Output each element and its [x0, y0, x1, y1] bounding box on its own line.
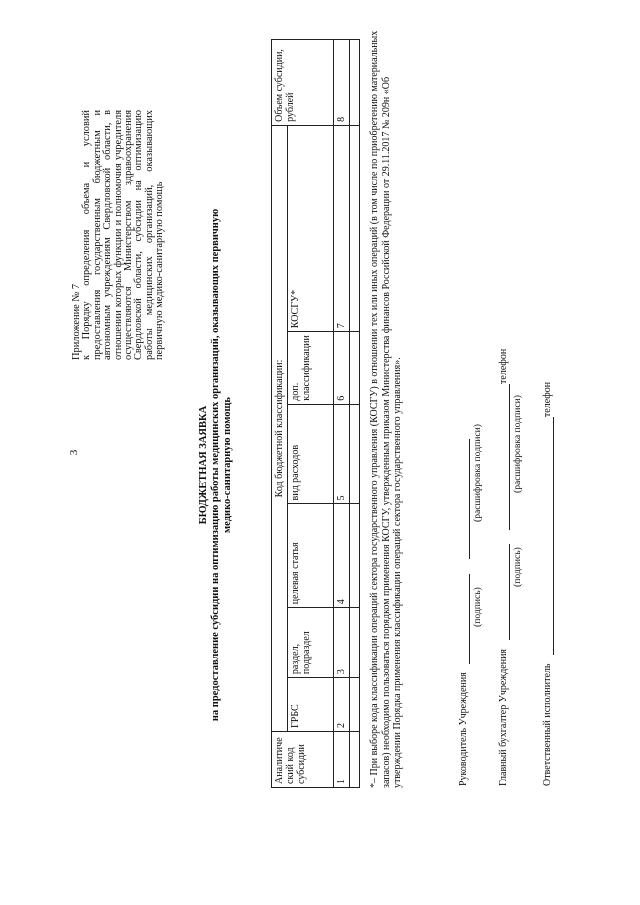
executor-signature-row	[542, 382, 554, 786]
appendix-title: Приложение № 7	[71, 283, 82, 360]
table-cell	[350, 504, 360, 608]
table-cell	[350, 40, 360, 126]
table-cell	[350, 125, 360, 331]
table-cell	[350, 608, 360, 678]
column-number: 8	[334, 40, 350, 126]
page-number: 3	[68, 449, 80, 456]
chief-accountant-signature-line	[509, 544, 510, 640]
column-number: 5	[334, 404, 350, 504]
table-cell	[350, 332, 360, 405]
column-number: 3	[334, 608, 350, 678]
title-line-3: медико-санитарную помощь	[222, 397, 233, 533]
header-target-article: целевая статья	[288, 504, 334, 608]
column-number: 4	[334, 504, 350, 608]
column-number: 7	[334, 125, 350, 331]
head-signature-row	[458, 439, 470, 786]
header-expense-type: вид расходов	[288, 404, 334, 504]
chief-accountant-label: Главный бухгалтер Учреждения	[498, 648, 509, 786]
column-number: 6	[334, 332, 350, 405]
head-label: Руководитель Учреждения	[458, 672, 469, 786]
header-kosgu: КОСГУ*	[288, 125, 334, 331]
header-subsidy-volume: Объем субсидии, рублей	[272, 40, 334, 126]
footnote: *– При выборе кода классификации операций сектора государственного управления (КОСГУ) в отношении тех или иных операций (в том числе по приобретению материальных запасов) необходимо пользоваться порядком применения КОСГУ, утвержденным приказом Министерства финансов Российской Федерации от 29.11.2017 № 209н «Об утверждении Порядка применения классификации операций сектора государственного управления».	[369, 30, 404, 788]
header-analytic-code: Аналитиче ский код субсидии	[272, 732, 334, 788]
appendix-text: к Порядку определения объема и условий предоставления государственным бюджетным и автономным учреждениям Свердловской области, в отношении которых функции и полномочия учредителя осуществляются Министерством здравоохранения Свердловской области, субсидии на оптимизацию работы медицинских организаций, оказывающих первичную медико-санитарную помощь	[81, 110, 166, 360]
header-grbs: ГРБС	[288, 678, 334, 732]
chief-accountant-signature-row	[498, 349, 510, 786]
head-decoding-caption: (расшифровка подписи)	[472, 424, 483, 522]
head-decoding-line	[469, 439, 470, 559]
title-line-2: на предоставление субсидии на оптимизацию работы медицинских организаций, оказывающих первичную	[210, 208, 221, 722]
title-line-1: БЮДЖЕТНАЯ ЗАЯВКА	[198, 405, 209, 525]
chief-accountant-decoding-line	[509, 384, 510, 530]
appendix-block	[72, 110, 166, 360]
column-number: 2	[334, 678, 350, 732]
header-additional-classification: доп. классификации	[288, 332, 334, 405]
table-cell	[350, 678, 360, 732]
chief-accountant-decoding-caption: (расшифровка подписи)	[512, 395, 523, 493]
table-row-empty	[350, 40, 360, 788]
executor-phone-label: телефон	[542, 381, 553, 418]
head-signature-caption: (подпись)	[472, 587, 483, 627]
chief-accountant-signature-caption: (подпись)	[512, 547, 523, 587]
header-section: раздел, подраздел	[288, 608, 334, 678]
executor-phone-line	[553, 417, 554, 655]
table-cell	[350, 732, 360, 788]
executor-label: Ответственный исполнитель	[542, 663, 553, 786]
document-title	[198, 135, 234, 795]
column-number: 1	[334, 732, 350, 788]
chief-accountant-phone-label: телефон	[498, 348, 509, 384]
head-signature-line	[469, 574, 470, 664]
table-row-numbers	[334, 40, 350, 788]
header-budget-classification: Код бюджетной классификации:	[272, 125, 288, 731]
budget-request-table	[271, 39, 360, 788]
table-cell	[350, 404, 360, 504]
